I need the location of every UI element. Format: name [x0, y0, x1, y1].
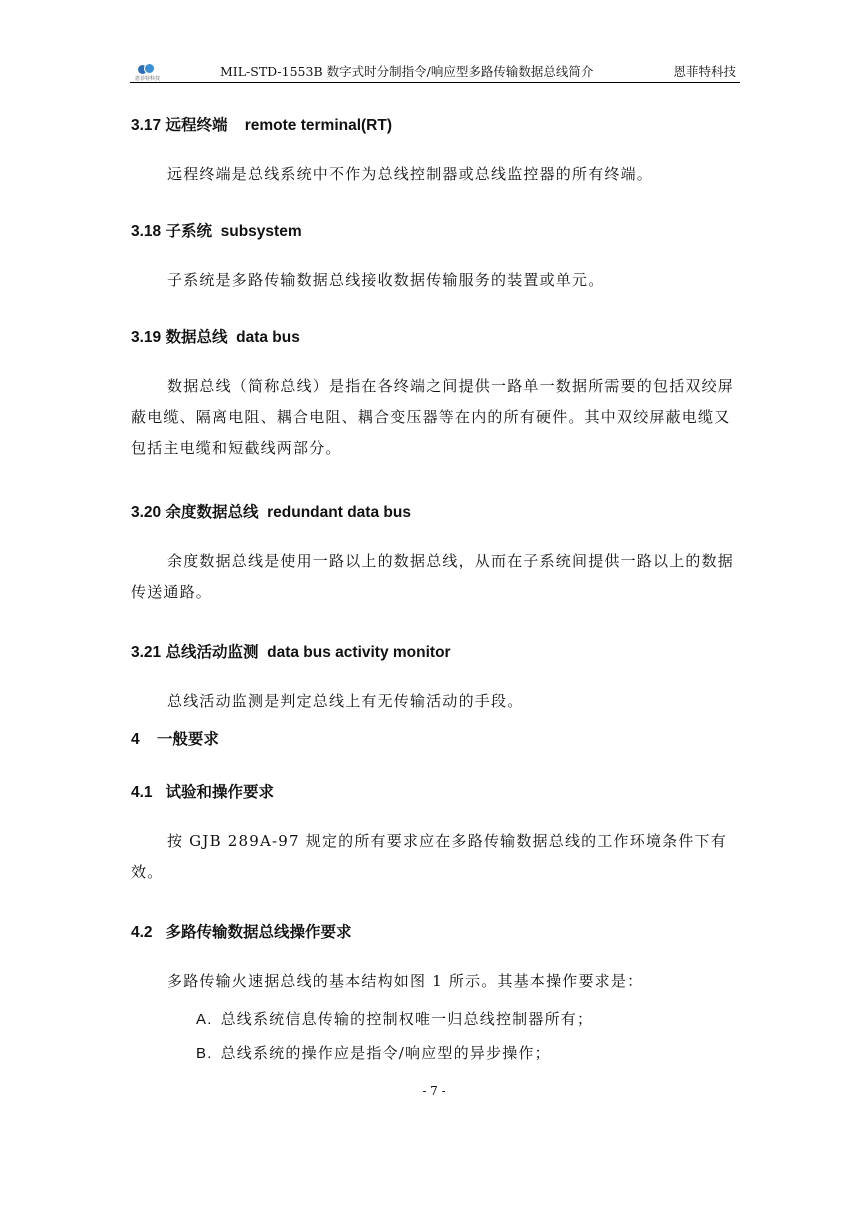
list-item: B. 总线系统的操作应是指令/响应型的异步操作；	[196, 1044, 551, 1062]
section-body-3-21: 总线活动监测是判定总线上有无传输活动的手段。	[167, 692, 524, 710]
section-body-3-19: 数据总线（简称总线）是指在各终端之间提供一路单一数据所需要的包括双绞屏蔽电缆、隔离电阻、耦合电阻、耦合变压器等在内的所有硬件。其中双绞屏蔽电缆又包括主电缆和短截线两部分。	[131, 377, 735, 457]
section-heading-3-20: 3.20 余度数据总线 redundant data bus	[131, 504, 411, 521]
section-heading-3-19: 3.19 数据总线 data bus	[131, 329, 300, 346]
section-heading-4-1: 4.1 试验和操作要求	[131, 784, 274, 801]
section-heading-4-2: 4.2 多路传输数据总线操作要求	[131, 924, 352, 941]
list-item: A. 总线系统信息传输的控制权唯一归总线控制器所有；	[196, 1010, 594, 1028]
section-heading-3-18: 3.18 子系统 subsystem	[131, 223, 302, 240]
section-body-3-18: 子系统是多路传输数据总线接收数据传输服务的装置或单元。	[167, 271, 605, 289]
section-body-4-1: 按 GJB 289A-97 规定的所有要求应在多路传输数据总线的工作环境条件下有效。	[131, 832, 727, 881]
page-number: - 7 -	[422, 1084, 446, 1098]
section-body-3-20: 余度数据总线是使用一路以上的数据总线，从而在子系统间提供一路以上的数据传送通路。	[131, 552, 735, 601]
section-body-3-17: 远程终端是总线系统中不作为总线控制器或总线监控器的所有终端。	[167, 165, 654, 183]
company-logo-icon: 恩菲特科技	[138, 63, 154, 79]
section-body-4-2: 多路传输火速据总线的基本结构如图 1 所示。其基本操作要求是：	[167, 972, 644, 990]
section-heading-4: 4 一般要求	[131, 731, 219, 748]
header-company: 恩菲特科技	[673, 64, 736, 79]
section-heading-3-21: 3.21 总线活动监测 data bus activity monitor	[131, 644, 451, 661]
page-header	[130, 58, 740, 83]
section-heading-3-17: 3.17 远程终端 remote terminal(RT)	[131, 117, 393, 134]
header-title: MIL-STD-1553B 数字式时分制指令/响应型多路传输数据总线简介	[220, 64, 594, 79]
